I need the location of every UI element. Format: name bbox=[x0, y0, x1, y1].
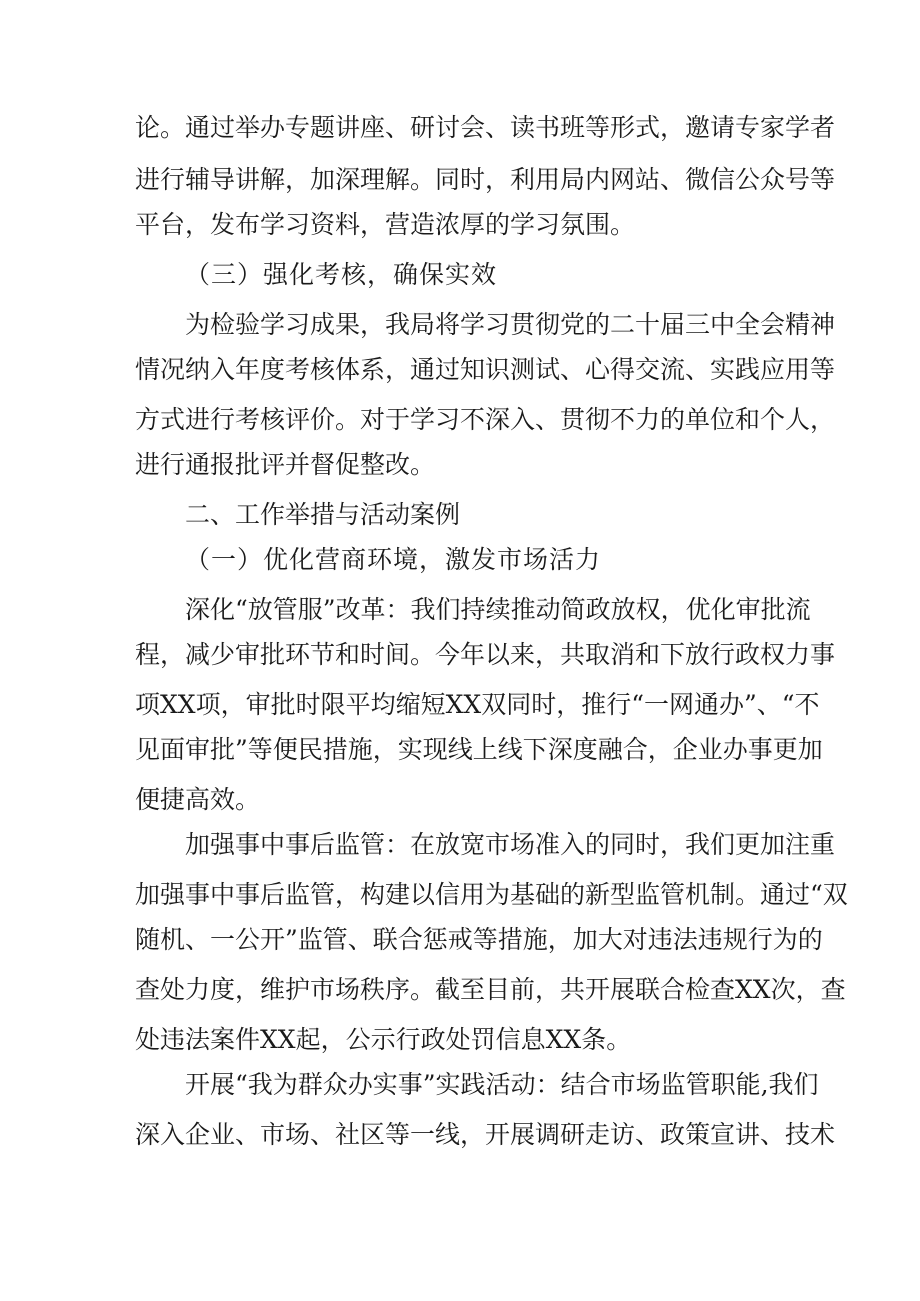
text-line: 随机、一公开”监管、联合惩戒等措施，加大对违法违规行为的 bbox=[135, 925, 823, 954]
text-line: 论。通过举办专题讲座、研讨会、读书班等形式，邀请专家学者 bbox=[135, 113, 836, 142]
text-line: 深入企业、市场、社区等一线，开展调研走访、政策宣讲、技术 bbox=[135, 1120, 836, 1149]
text-line: 处违法案件XX起，公示行政处罚信息XX条。 bbox=[135, 1025, 632, 1054]
text-line: 查处力度，维护市场秩序。截至目前，共开展联合检查XX次，查 bbox=[135, 975, 846, 1004]
text-line: 为检验学习成果，我局将学习贯彻党的二十届三中全会精神 bbox=[185, 310, 836, 339]
text-line: 进行辅导讲解，加深理解。同时，利用局内网站、微信公众号等 bbox=[135, 165, 836, 194]
text-line: 程，减少审批环节和时间。今年以来，共取消和下放行政权力事 bbox=[135, 640, 836, 669]
text-line: 情况纳入年度考核体系，通过知识测试、心得交流、实践应用等 bbox=[135, 355, 836, 384]
section-heading: （一）优化营商环境，激发市场活力 bbox=[185, 545, 602, 574]
text-line: 项XX项，审批时限平均缩短XX双同时，推行“一网通办”、“不 bbox=[135, 690, 820, 719]
text-line: 平台，发布学习资料，营造浓厚的学习氛围。 bbox=[135, 210, 636, 239]
text-line: 方式进行考核评价。对于学习不深入、贯彻不力的单位和个人， bbox=[135, 405, 836, 434]
text-line: 见面审批”等便民措施，实现线上线下深度融合，企业办事更加 bbox=[135, 735, 823, 764]
section-heading: （三）强化考核，确保实效 bbox=[185, 260, 498, 289]
text-line: 深化“放管服”改革：我们持续推动简政放权，优化审批流 bbox=[185, 595, 811, 624]
text-line: 加强事中事后监管，构建以信用为基础的新型监管机制。通过“双 bbox=[135, 880, 848, 909]
section-heading: 二、工作举措与活动案例 bbox=[185, 500, 461, 529]
text-line: 便捷高效。 bbox=[135, 785, 261, 814]
text-line: 开展“我为群众办实事”实践活动：结合市场监管职能,我们 bbox=[185, 1070, 819, 1099]
text-line: 加强事中事后监管：在放宽市场准入的同时，我们更加注重 bbox=[185, 830, 836, 859]
text-line: 进行通报批评并督促整改。 bbox=[135, 450, 436, 479]
